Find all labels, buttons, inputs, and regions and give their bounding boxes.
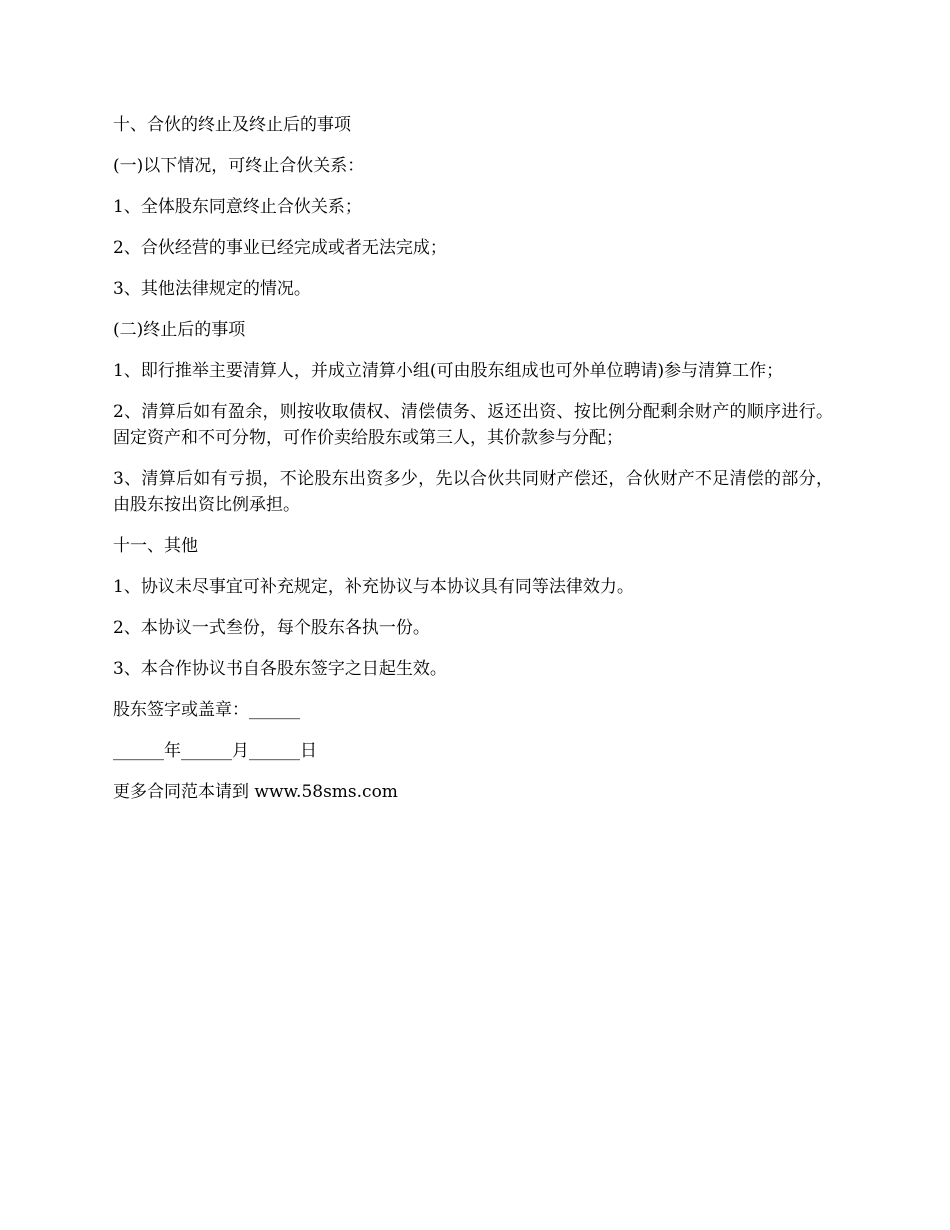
signature-line: 股东签字或盖章：______ — [113, 700, 300, 720]
subsection-post-termination: (二)终止后的事项 — [113, 320, 246, 340]
date-line: ______年______月______日 — [113, 741, 317, 761]
clause-item: 2、本协议一式叁份，每个股东各执一份。 — [113, 618, 430, 638]
clause-item: 2、合伙经营的事业已经完成或者无法完成； — [113, 238, 447, 258]
clause-item: 3、清算后如有亏损，不论股东出资多少，先以合伙共同财产偿还，合伙财产不足清偿的部分，由股东按出资比例承担。 — [113, 469, 833, 515]
document-body — [113, 112, 833, 820]
clause-item: 2、清算后如有盈余，则按收取债权、清偿债务、返还出资、按比例分配剩余财产的顺序进行。固定资产和不可分物，可作价卖给股东或第三人，其价款参与分配； — [113, 402, 833, 448]
footer-note: 更多合同范本请到 www.58sms.com — [113, 782, 398, 802]
clause-item: 3、其他法律规定的情况。 — [113, 279, 311, 299]
clause-item: 1、即行推举主要清算人，并成立清算小组(可由股东组成也可外单位聘请)参与清算工作； — [113, 361, 784, 381]
clause-item: 1、全体股东同意终止合伙关系； — [113, 197, 362, 217]
section-heading-other: 十一、其他 — [113, 536, 198, 556]
subsection-termination-conditions: (一)以下情况，可终止合伙关系： — [113, 156, 365, 176]
section-heading-termination: 十、合伙的终止及终止后的事项 — [113, 115, 351, 135]
clause-item: 3、本合作协议书自各股东签字之日起生效。 — [113, 659, 447, 679]
clause-item: 1、协议未尽事宜可补充规定，补充协议与本协议具有同等法律效力。 — [113, 577, 634, 597]
